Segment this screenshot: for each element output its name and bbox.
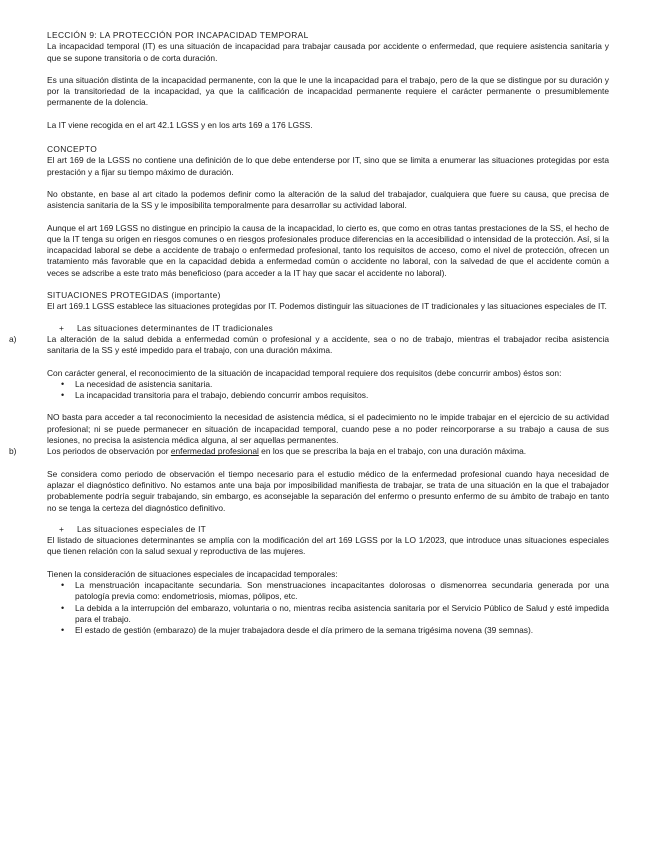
plus-marker: + (59, 322, 64, 333)
list-item-a-text: La alteración de la salud debida a enfermedad común o profesional y a accidente, sea o no de trabajo, mientras el trabajador reciba asistencia sanitaria de la SS y esté impedido para el trabajo, con una duración máxima. (47, 333, 609, 356)
especiales-paragraph: El listado de situaciones determinantes se amplía con la modificación del art 169 LGSS por la LO 1/2023, que introduce unas situaciones especiales que tienen relación con la salud sexual y reproductiva de las mujeres. (47, 535, 609, 557)
lesson-title: LECCIÓN 9: LA PROTECCIÓN POR INCAPACIDAD TEMPORAL (47, 30, 309, 40)
list-item (61, 378, 609, 390)
plus-marker: + (59, 523, 64, 534)
bullet-icon: • (61, 625, 65, 636)
list-marker-a: a) (9, 333, 17, 344)
concepto-paragraph: El art 169 de la LGSS no contiene una definición de lo que debe entenderse por IT, sino que se limita a enumerar las situaciones protegidas por esta prestación y a fijar su tiempo máximo de duración. (47, 155, 609, 177)
concepto-paragraph: Aunque el art 169 LGSS no distingue en principio la causa de la incapacidad, lo cierto es, que como en otras tantas prestaciones de la SS, el hecho de que la IT tenga su origen en riesgos comunes o en riesgos profesionales produce diferencias en la accesibilidad o intensidad de la protección. Así, si la incapacidad laboral se debe a accidente de trabajo o enfermedad profesional, tanto los requisitos de acceso, como el nivel de protección, ofrecen un tratamiento más favorable que en la capacidad debida a enfermedad común o accidente no laboral, con la salvedad de que el accidente común a veces se adscribe a este trato más beneficioso (para acceder a la IT hay que sacar el accidente no laboral). (47, 222, 609, 278)
situaciones-intro: El art 169.1 LGSS establece las situaciones protegidas por IT. Podemos distinguir las situaciones de IT tradicionales y las situaciones especiales de IT. (47, 301, 607, 312)
bullet-icon: • (61, 390, 65, 401)
list-item-text: La debida a la interrupción del embarazo, voluntaria o no, mientras reciba asistencia sanitaria por el Servicio Público de Salud y esté impedida para el trabajo. (75, 602, 609, 624)
concepto-paragraph: No obstante, en base al art citado la podemos definir como la alteración de la salud del trabajador, cualquiera que fuere su causa, que precisa de asistencia sanitaria de la SS y le imposibilita temporalmente para desarrollar su actividad laboral. (47, 188, 609, 211)
intro-paragraph: La incapacidad temporal (IT) es una situación de incapacidad para trabajar causada por accidente o enfermedad, que requiere asistencia sanitaria y que se supone transitoria o de corta duración. (47, 41, 609, 63)
subsection-label: Las situaciones determinantes de IT tradicionales (77, 322, 273, 333)
subsection-label: Las situaciones especiales de IT (77, 523, 207, 534)
list-item (61, 625, 609, 636)
list-item-b-text: Los periodos de observación por enfermedad profesional en los que se prescriba la baja en el trabajo, con una duración máxima. (47, 446, 527, 457)
list-item (61, 579, 609, 603)
requisitos-list (47, 379, 609, 402)
list-item-a (9, 333, 609, 357)
especiales-list-intro: Tienen la consideración de situaciones especiales de incapacidad temporales: (47, 568, 338, 579)
list-marker-b: b) (9, 446, 17, 457)
subsection-especiales (47, 524, 609, 535)
list-item-text: El estado de gestión (embarazo) de la mujer trabajadora desde el día primero de la semana trigésima novena (39 semnas). (75, 625, 534, 636)
list-item-text: La menstruación incapacitante secundaria. Son menstruaciones incapacitantes dolorosas o dismenorrea secundaria generada por una patología previa como: endometriosis, miomas, pólipos, etc. (75, 579, 609, 602)
list-item-text: La necesidad de asistencia sanitaria. (75, 378, 213, 389)
subsection-determinantes (47, 323, 609, 334)
intro-paragraph: Es una situación distinta de la incapacidad permanente, con la que le une la incapacidad para el trabajo, pero de la que se distingue por su duración y por la transitoriedad de la incapacidad, ya que la calificación de incapacidad permanente requiere el carácter permanente o presumiblemente permanente de la dolencia. (47, 74, 609, 108)
especiales-list (47, 580, 609, 636)
intro-paragraph: La IT viene recogida en el art 42.1 LGSS y en los arts 169 a 176 LGSS. (47, 119, 313, 130)
section-heading-situaciones: SITUACIONES PROTEGIDAS (importante) (47, 290, 221, 301)
no-basta-paragraph: NO basta para acceder a tal reconocimiento la necesidad de asistencia médica, si el padecimiento no le impide trabajar en el ejercicio de su actividad profesional; ni se puede permanecer en situación de incapacidad temporal, cuando pese a no poder reincorporarse a su trabajo a causa de sus lesiones, no precisa la asistencia médica alguna, al ser aquellas permanentes. (47, 412, 609, 446)
bullet-icon: • (61, 579, 65, 590)
bullet-icon: • (61, 378, 65, 389)
list-item-text: La incapacidad transitoria para el trabajo, debiendo concurrir ambos requisitos. (75, 390, 369, 401)
requisitos-intro: Con carácter general, el reconocimiento de la situación de incapacidad temporal requiere dos requisitos (debe concurrir ambos) éstos son: (47, 367, 562, 378)
section-heading-concepto: CONCEPTO (47, 144, 98, 155)
list-item (61, 602, 609, 626)
bullet-icon: • (61, 602, 65, 613)
list-item-b (9, 446, 609, 457)
observacion-paragraph: Se considera como periodo de observación el tiempo necesario para el estudio médico de la enfermedad profesional cuando haya necesidad de aplazar el diagnóstico definitivo. No estamos ante una baja por imposibilidad manifiesta de trabajar, se trata de una situación en la que el trabajador probablemente podría seguir trabajando, sin embargo, es aconsejable la separación del enfermo o presunto enfermo de su ámbito de trabajo en tanto no se tenga la certeza del diagnóstico definitivo. (47, 468, 609, 513)
list-item (61, 390, 609, 401)
underlined-term: enfermedad profesional (170, 446, 259, 457)
document-page (9, 30, 609, 636)
